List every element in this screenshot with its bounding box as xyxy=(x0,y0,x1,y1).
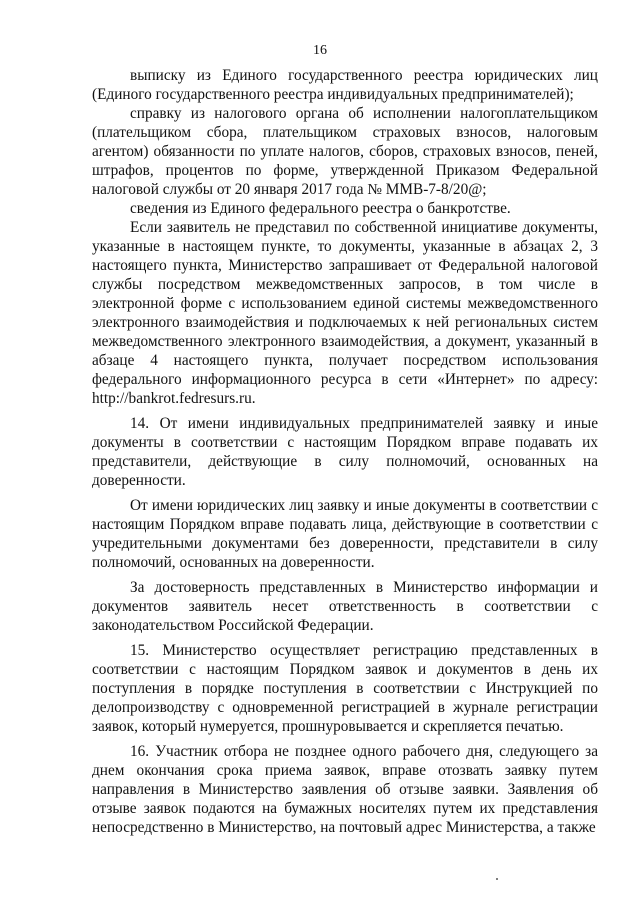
paragraph-tax-certificate: справку из налогового органа об исполнении налогоплательщиком (плательщиком сбора, плательщиком страховых взносов, налоговым агентом) обязанности по уплате налогов, сборов, страховых взносов, пеней, штрафов, процентов по форме, утвержденной Приказом Федеральной налоговой службы от 20 января 2017 года № ММВ-7-8/20@; xyxy=(92,105,598,198)
page-number: 16 xyxy=(313,43,327,58)
scan-speck xyxy=(496,878,498,880)
paragraph-legal-entities: От имени юридических лиц заявку и иные документы в соответствии с настоящим Порядком вправе подавать лица, действующие в соответствии с учредительными документами без доверенности, представители в силу полномочий, основанных на доверенности. xyxy=(92,497,598,571)
paragraph-item-14: 14. От имени индивидуальных предпринимателей заявку и иные документы в соответствии с настоящим Порядком вправе подавать их представители, действующие в силу полномочий, основанных на доверенности. xyxy=(92,415,598,489)
paragraph-item-15: 15. Министерство осуществляет регистрацию представленных в соответствии с настоящим Порядком заявок и документов в день их поступления в порядке поступления в соответствии с Инструкцией по делопроизводству с одновременной регистрацией в журнале регистрации заявок, который нумеруется, прошнуровывается и скрепляется печатью. xyxy=(92,642,598,735)
document-body xyxy=(92,66,598,837)
paragraph-item-16: 16. Участник отбора не позднее одного рабочего дня, следующего за днем окончания срока приема заявок, вправе отозвать заявку путем направления в Министерство заявления об отзыве заявки. Заявления об отзыве заявок подаются на бумажных носителях путем их представления непосредственно в Министерство, на почтовый адрес Министерства, а также xyxy=(92,743,598,836)
paragraph-interagency-requests: Если заявитель не представил по собственной инициативе документы, указанные в настоящем пункте, то документы, указанные в абзацах 2, 3 настоящего пункта, Министерство запрашивает от Федеральной налоговой службы посредством межведомственных запросов, в том числе в электронной форме с использованием единой системы межведомственного электронного взаимодействия и подключаемых к ней региональных систем межведомственного электронного взаимодействия, а документ, указанный в абзаце 4 настоящего пункта, получает посредством использования федерального информационного ресурса в сети «Интернет» по адресу: http://bankrot.fedresurs.ru. xyxy=(92,219,598,407)
paragraph-egrul-extract: выписку из Единого государственного реестра юридических лиц (Единого государственного реестра индивидуальных предпринимателей); xyxy=(92,67,598,103)
paragraph-responsibility: За достоверность представленных в Министерство информации и документов заявитель несет ответственность в соответствии с законодательством Российской Федерации. xyxy=(92,579,598,634)
paragraph-bankruptcy-register: сведения из Единого федерального реестра о банкротстве. xyxy=(130,200,511,217)
